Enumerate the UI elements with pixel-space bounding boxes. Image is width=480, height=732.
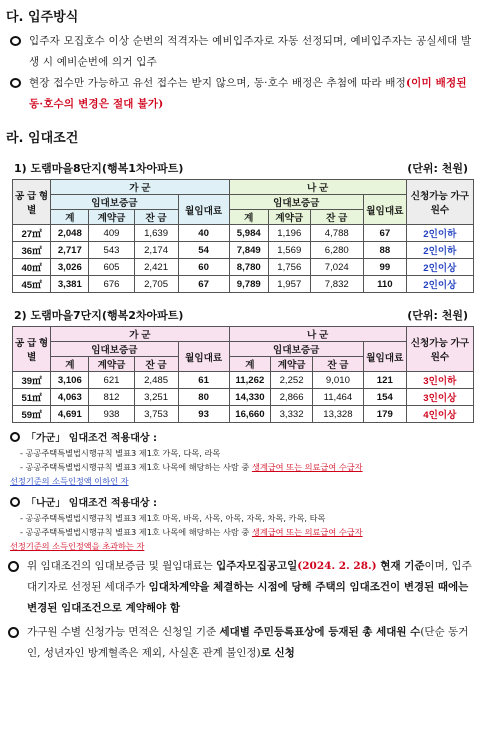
move-bullet-2-main: 현장 접수만 가능하고 유선 접수는 받지 않으며, 동·호수 배정은 추첨에 따라 배정 bbox=[29, 77, 406, 89]
table2-h-na: 나 군 bbox=[229, 327, 406, 342]
move-bullet-2-text bbox=[29, 73, 474, 115]
table-row bbox=[13, 259, 474, 276]
cell-na-total: 9,789 bbox=[229, 276, 268, 293]
cell-na-contract: 1,957 bbox=[268, 276, 310, 293]
cell-na-monthly: 154 bbox=[363, 389, 406, 406]
table2-h-ga-deposit: 임대보증금 bbox=[51, 342, 178, 357]
note-na-title-text: 「나군」 임대조건 적용대상 : bbox=[26, 498, 158, 509]
cell-na-balance: 13,328 bbox=[312, 406, 363, 423]
cell-ga-total: 3,026 bbox=[51, 259, 89, 276]
table2-h-ga-total: 계 bbox=[51, 357, 89, 372]
cell-na-balance: 4,788 bbox=[310, 225, 363, 242]
cell-type: 40㎡ bbox=[13, 259, 51, 276]
circle-bullet-icon bbox=[10, 497, 20, 507]
note-na-line-1: - 공공주택특별법시행규칙 별표3 제1호 마목, 바목, 사목, 아목, 자목, 차목, 카목, 타목 bbox=[20, 513, 326, 523]
cell-ga-contract: 676 bbox=[89, 276, 134, 293]
table2-h-apply: 신청가능 가구원수 bbox=[406, 327, 473, 372]
table-row bbox=[13, 372, 474, 389]
cell-ga-monthly: 40 bbox=[178, 225, 229, 242]
section-rental-terms: 라. 임대조건 bbox=[6, 131, 79, 146]
table2-h-na-total: 계 bbox=[229, 357, 271, 372]
note-na-line-3: 선정기준의 소득인정액을 초과하는 자 bbox=[10, 541, 145, 551]
cell-ga-balance: 2,174 bbox=[134, 242, 178, 259]
cell-type: 36㎡ bbox=[13, 242, 51, 259]
table2-h-na-deposit: 임대보증금 bbox=[229, 342, 363, 357]
cell-na-contract: 3,332 bbox=[271, 406, 313, 423]
table1-h-na-total: 계 bbox=[229, 210, 268, 225]
cell-ga-total: 3,106 bbox=[51, 372, 89, 389]
cell-ga-monthly: 93 bbox=[178, 406, 229, 423]
cell-na-total: 5,984 bbox=[229, 225, 268, 242]
table2-h-na-contract: 계약금 bbox=[271, 357, 313, 372]
table1-h-na-balance: 잔 금 bbox=[310, 210, 363, 225]
cell-na-balance: 7,024 bbox=[310, 259, 363, 276]
cell-na-monthly: 110 bbox=[363, 276, 406, 293]
table1-h-na-deposit: 임대보증금 bbox=[229, 195, 363, 210]
note-ga-title-text: 「가군」 임대조건 적용대상 : bbox=[26, 433, 158, 444]
cell-na-monthly: 99 bbox=[363, 259, 406, 276]
table1 bbox=[12, 179, 474, 293]
cell-na-contract: 2,866 bbox=[271, 389, 313, 406]
cell-ga-contract: 938 bbox=[89, 406, 134, 423]
move-bullet-2 bbox=[6, 73, 474, 115]
cell-na-balance: 11,464 bbox=[312, 389, 363, 406]
table1-h-na-contract: 계약금 bbox=[268, 210, 310, 225]
cell-na-total: 14,330 bbox=[229, 389, 271, 406]
cell-na-balance: 7,832 bbox=[310, 276, 363, 293]
cell-apply: 2인이하 bbox=[406, 225, 473, 242]
cell-na-total: 11,262 bbox=[229, 372, 271, 389]
cell-apply: 2인이하 bbox=[406, 242, 473, 259]
cell-na-monthly: 179 bbox=[363, 406, 406, 423]
circle-bullet-icon bbox=[10, 36, 21, 46]
cell-type: 39㎡ bbox=[13, 372, 51, 389]
table1-h-na: 나 군 bbox=[229, 180, 406, 195]
table2-unit: (단위: 천원) bbox=[407, 309, 468, 322]
cell-ga-total: 2,048 bbox=[51, 225, 89, 242]
note-na-line-2: - 공공주택특별법시행규칙 별표3 제1호 나목에 해당하는 사람 중 생계급여 또는 의료급여 수급자 bbox=[20, 527, 363, 537]
cell-na-monthly: 67 bbox=[363, 225, 406, 242]
table1-h-apply: 신청가능 가구원수 bbox=[406, 180, 473, 225]
table2-title: 2) 도램마을7단지(행복2차아파트) bbox=[14, 309, 184, 322]
cell-type: 45㎡ bbox=[13, 276, 51, 293]
cell-na-contract: 1,756 bbox=[268, 259, 310, 276]
cell-na-contract: 1,196 bbox=[268, 225, 310, 242]
table1-h-ga: 가 군 bbox=[51, 180, 229, 195]
cell-ga-total: 4,063 bbox=[51, 389, 89, 406]
move-bullet-1 bbox=[6, 31, 474, 73]
cell-apply: 3인이하 bbox=[406, 372, 473, 389]
cell-apply: 4인이상 bbox=[406, 406, 473, 423]
cell-type: 27㎡ bbox=[13, 225, 51, 242]
table-row bbox=[13, 276, 474, 293]
table1-title: 1) 도램마을8단지(행복1차아파트) bbox=[14, 162, 184, 175]
cell-type: 51㎡ bbox=[13, 389, 51, 406]
cell-ga-contract: 409 bbox=[89, 225, 134, 242]
cell-ga-monthly: 61 bbox=[178, 372, 229, 389]
final-paragraph-1: 위 임대조건의 임대보증금 및 월임대료는 입주자모집공고일(2024. 2. 28.) 현재 기준이며, 입주대기자로 선정된 세대주가 임대차계약을 체결하는 시점에 당해 주택의 임대조건이 변경된 때에는 변경된 임대조건으로 계약해야 함 bbox=[6, 556, 474, 619]
table2-h-ga: 가 군 bbox=[51, 327, 229, 342]
cell-type: 59㎡ bbox=[13, 406, 51, 423]
table2-h-na-balance: 잔 금 bbox=[312, 357, 363, 372]
table1-h-na-monthly: 월임대료 bbox=[363, 195, 406, 225]
table-row bbox=[13, 389, 474, 406]
note-na-title bbox=[10, 494, 474, 509]
circle-bullet-icon bbox=[8, 561, 19, 572]
table1-h-ga-contract: 계약금 bbox=[89, 210, 134, 225]
table1-h-ga-deposit: 임대보증금 bbox=[51, 195, 178, 210]
cell-ga-balance: 3,753 bbox=[134, 406, 178, 423]
cell-ga-contract: 605 bbox=[89, 259, 134, 276]
table1-h-ga-monthly: 월임대료 bbox=[178, 195, 229, 225]
cell-ga-balance: 2,421 bbox=[134, 259, 178, 276]
table2-h-ga-balance: 잔 금 bbox=[134, 357, 178, 372]
table2-h-ga-contract: 계약금 bbox=[89, 357, 134, 372]
table2 bbox=[12, 326, 474, 423]
final-paragraph-2: 가구원 수별 신청가능 면적은 신청일 기준 세대별 주민등록표상에 등재된 총 세대원 수(단순 동거인, 성년자인 방계혈족은 제외, 사실혼 관계 불인정)로 신청 bbox=[6, 622, 474, 664]
circle-bullet-icon bbox=[8, 627, 19, 638]
cell-na-contract: 2,252 bbox=[271, 372, 313, 389]
table-row bbox=[13, 242, 474, 259]
note-ga-line-2: - 공공주택특별법시행규칙 별표3 제1호 나목에 해당하는 사람 중 생계급여 또는 의료급여 수급자 bbox=[20, 462, 363, 472]
cell-na-monthly: 88 bbox=[363, 242, 406, 259]
cell-ga-total: 3,381 bbox=[51, 276, 89, 293]
table2-heading bbox=[14, 307, 468, 323]
table1-unit: (단위: 천원) bbox=[407, 162, 468, 175]
cell-ga-contract: 621 bbox=[89, 372, 134, 389]
cell-na-total: 16,660 bbox=[229, 406, 271, 423]
circle-bullet-icon bbox=[10, 432, 20, 442]
table2-h-na-monthly: 월임대료 bbox=[363, 342, 406, 372]
cell-ga-balance: 2,705 bbox=[134, 276, 178, 293]
cell-ga-balance: 1,639 bbox=[134, 225, 178, 242]
cell-ga-contract: 812 bbox=[89, 389, 134, 406]
cell-ga-monthly: 54 bbox=[178, 242, 229, 259]
cell-na-total: 7,849 bbox=[229, 242, 268, 259]
cell-ga-monthly: 60 bbox=[178, 259, 229, 276]
table2-h-type: 공 급 형 별 bbox=[13, 327, 51, 372]
table-row bbox=[13, 225, 474, 242]
table1-h-ga-balance: 잔 금 bbox=[134, 210, 178, 225]
table1-h-ga-total: 계 bbox=[51, 210, 89, 225]
cell-ga-balance: 2,485 bbox=[134, 372, 178, 389]
cell-na-balance: 9,010 bbox=[312, 372, 363, 389]
cell-apply: 2인이상 bbox=[406, 276, 473, 293]
table-row bbox=[13, 406, 474, 423]
cell-na-monthly: 121 bbox=[363, 372, 406, 389]
cell-apply: 3인이상 bbox=[406, 389, 473, 406]
cell-na-balance: 6,280 bbox=[310, 242, 363, 259]
note-ga-title bbox=[10, 429, 474, 444]
cell-ga-balance: 3,251 bbox=[134, 389, 178, 406]
circle-bullet-icon bbox=[10, 78, 21, 88]
table2-h-ga-monthly: 월임대료 bbox=[178, 342, 229, 372]
note-ga-line-3: 선정기준의 소득인정액 이하인 자 bbox=[10, 476, 129, 486]
cell-na-total: 8,780 bbox=[229, 259, 268, 276]
note-ga-line-1: - 공공주택특별법시행규칙 별표3 제1호 가목, 다목, 라목 bbox=[20, 448, 221, 458]
cell-ga-monthly: 80 bbox=[178, 389, 229, 406]
move-bullet-1-text: 입주자 모집호수 이상 순번의 적격자는 예비입주자로 자동 선정되며, 예비입주자는 공실세대 발생 시 예비순번에 의거 입주 bbox=[29, 35, 472, 68]
table1-h-type: 공 급 형 별 bbox=[13, 180, 51, 225]
cell-ga-total: 2,717 bbox=[51, 242, 89, 259]
cell-na-contract: 1,569 bbox=[268, 242, 310, 259]
section-move-in-method: 다. 입주방식 bbox=[6, 10, 79, 25]
cell-ga-total: 4,691 bbox=[51, 406, 89, 423]
table1-heading bbox=[14, 160, 468, 176]
cell-ga-monthly: 67 bbox=[178, 276, 229, 293]
cell-ga-contract: 543 bbox=[89, 242, 134, 259]
cell-apply: 2인이상 bbox=[406, 259, 473, 276]
move-bullet-2-warning: (이미 배정된 동·호수의 변경은 절대 불가) bbox=[29, 77, 467, 110]
